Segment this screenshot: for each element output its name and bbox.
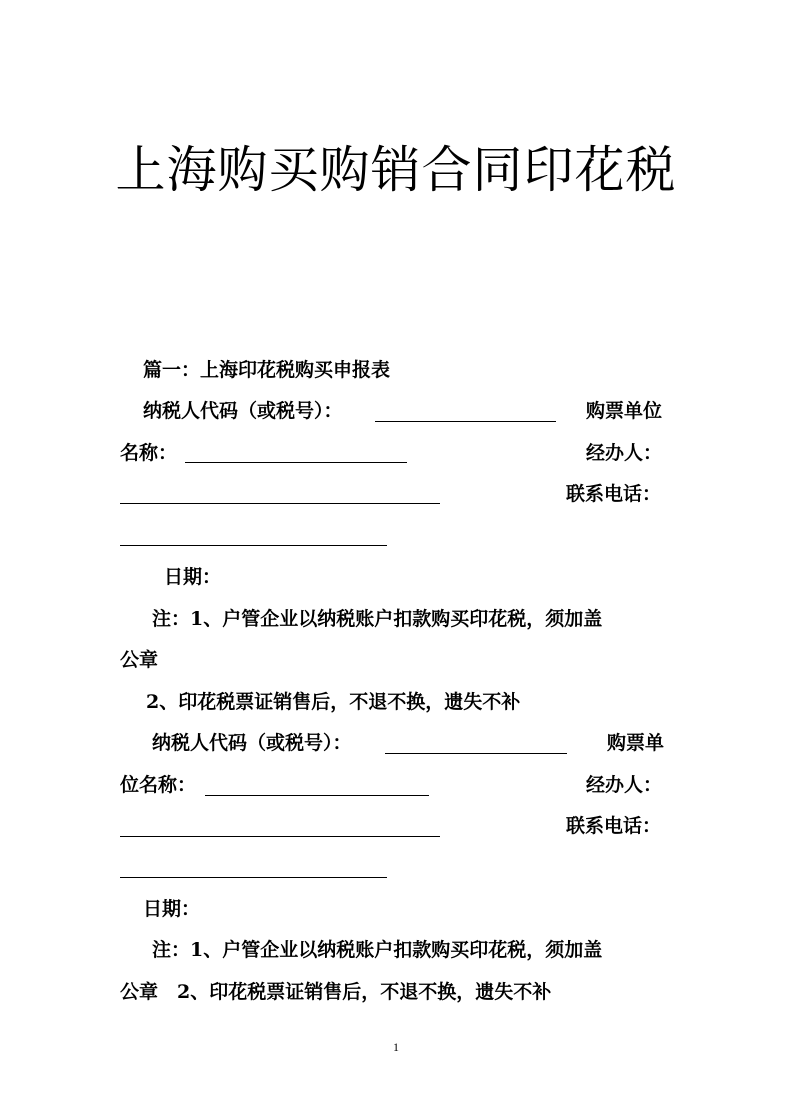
page-number: 1 xyxy=(393,1040,399,1054)
handler-label: 经办人： xyxy=(586,442,663,464)
document-title: 上海购买购销合同印花税 xyxy=(115,141,677,199)
buyer-unit-name-blank[interactable] xyxy=(185,462,407,463)
date-label: 日期： xyxy=(164,566,222,588)
note-2: 2、印花税票证销售后，不退不换，遗失不补 xyxy=(146,691,521,713)
handler-blank-2[interactable] xyxy=(120,836,440,837)
phone-label-2: 联系电话： xyxy=(566,815,662,837)
phone-label: 联系电话： xyxy=(566,483,662,505)
buyer-unit-label-2: 购票单 xyxy=(607,732,665,754)
section-heading: 篇一：上海印花税购买申报表 xyxy=(143,359,391,381)
phone-blank[interactable] xyxy=(120,545,387,546)
buyer-unit-label: 购票单位 xyxy=(586,400,663,422)
note-1: 注：1、户管企业以纳税账户扣款购买印花税，须加盖 xyxy=(152,608,603,630)
buyer-unit-name-blank-2[interactable] xyxy=(205,795,429,796)
note-1-2: 注：1、户管企业以纳税账户扣款购买印花税，须加盖 xyxy=(152,939,603,961)
buyer-unit-name-label-2: 位名称： xyxy=(120,774,197,796)
note-1-continued-2: 公章 2、印花税票证销售后，不退不换，遗失不补 xyxy=(120,981,552,1003)
phone-blank-2[interactable] xyxy=(120,877,387,878)
handler-label-2: 经办人： xyxy=(586,774,663,796)
note-1-continued: 公章 xyxy=(120,649,159,671)
taxpayer-code-blank[interactable] xyxy=(375,421,556,422)
taxpayer-code-label: 纳税人代码（或税号）： xyxy=(143,400,343,422)
buyer-unit-name-label: 名称： xyxy=(120,442,178,464)
taxpayer-code-blank-2[interactable] xyxy=(385,753,567,754)
date-label-2: 日期： xyxy=(143,898,201,920)
taxpayer-code-label-2: 纳税人代码（或税号）： xyxy=(152,732,352,754)
handler-blank[interactable] xyxy=(120,503,440,504)
